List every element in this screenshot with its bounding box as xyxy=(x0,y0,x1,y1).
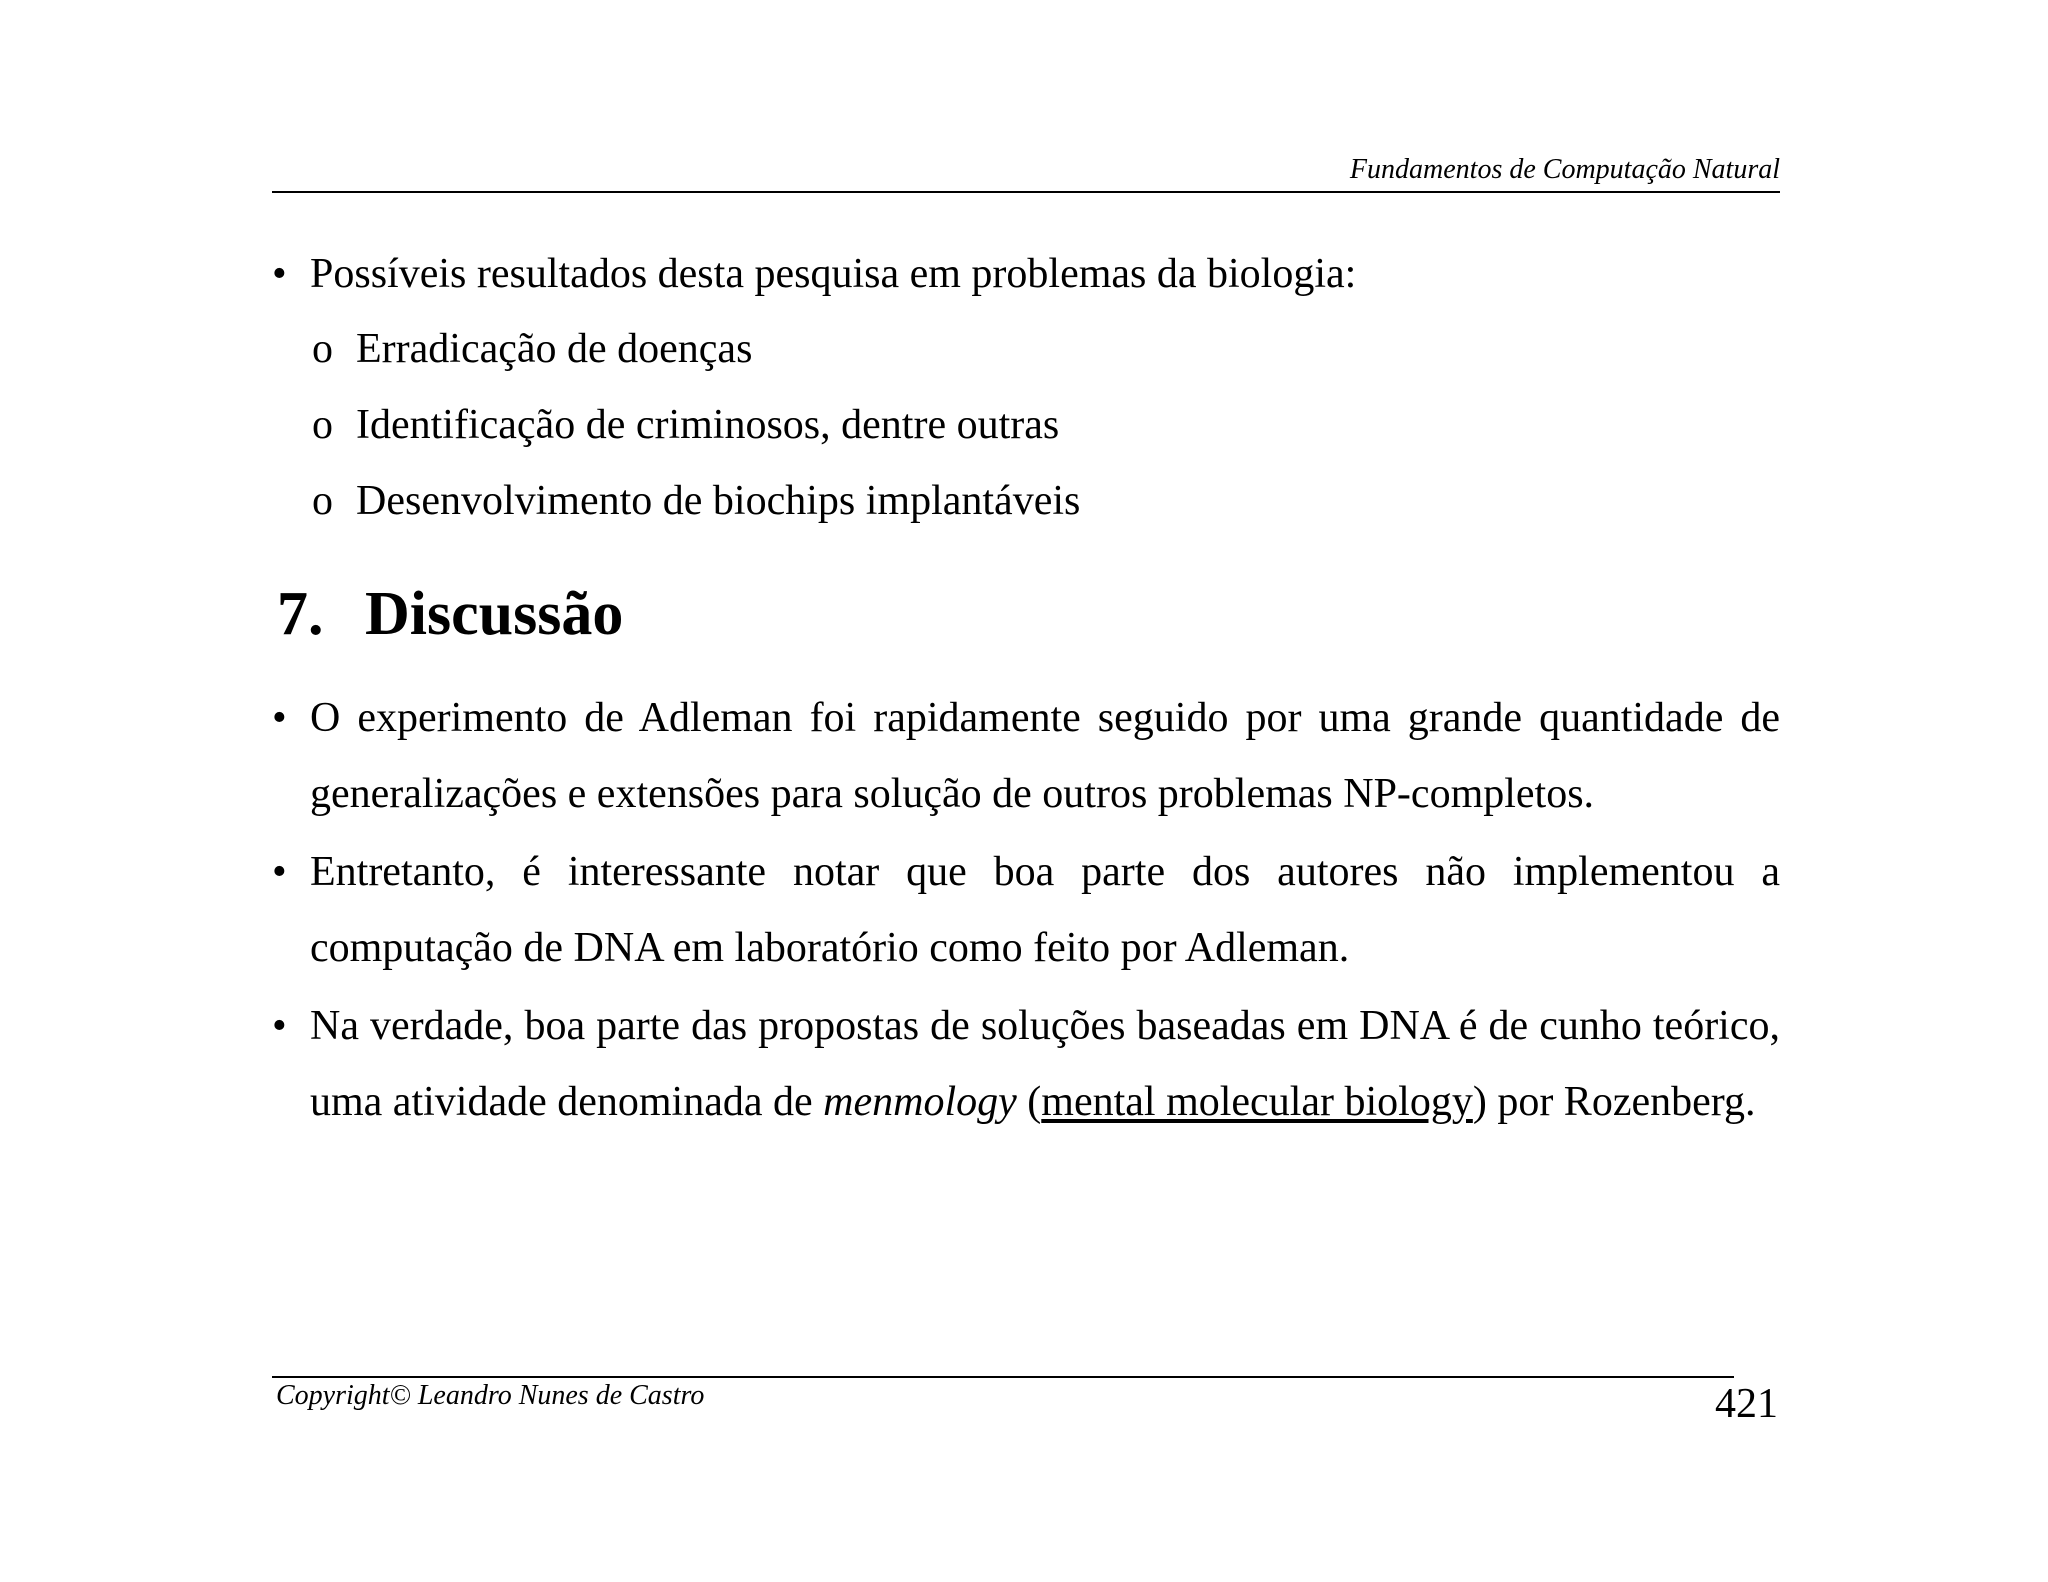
sub-item-text: Erradicação de doenças xyxy=(356,326,753,372)
sub-item-marker: o xyxy=(312,326,333,372)
bullet-text: Entretanto, é interessante notar que boa parte dos autores não implementou a computação de DNA em laboratório como feito por Adleman. xyxy=(310,849,1780,971)
copyright-notice: Copyright© Leandro Nunes de Castro xyxy=(276,1380,705,1411)
running-header: Fundamentos de Computação Natural xyxy=(1349,154,1780,185)
section-number: 7. xyxy=(277,580,324,648)
header-rule xyxy=(272,191,1780,193)
section-heading xyxy=(277,578,623,650)
section-title: Discussão xyxy=(365,580,624,648)
bullet-icon: • xyxy=(272,251,287,297)
bullet-text: O experimento de Adleman foi rapidamente seguido por uma grande quantidade de generalizações e extensões para solução de outros problemas NP-completos. xyxy=(310,695,1780,817)
sub-item-text: Desenvolvimento de biochips implantáveis xyxy=(356,478,1081,524)
intro-bullet-text: Possíveis resultados desta pesquisa em problemas da biologia: xyxy=(310,251,1357,297)
bullet-text-part: Na verdade, boa parte das propostas de soluções baseadas em DNA é de cunho teórico, uma atividade denominada de xyxy=(310,1003,1780,1125)
sub-item xyxy=(312,323,752,375)
bullet-icon: • xyxy=(272,849,287,895)
sub-item xyxy=(312,399,1059,451)
sub-item-marker: o xyxy=(312,402,333,448)
mental-molecular-biology-term: mental molecular biology xyxy=(1041,1079,1473,1125)
sub-item-marker: o xyxy=(312,478,333,524)
bullet-icon: • xyxy=(272,695,287,741)
discussion-bullet xyxy=(272,1000,1780,1182)
bullet-text xyxy=(310,988,1780,1140)
bullet-icon: • xyxy=(272,1003,287,1049)
sub-item xyxy=(312,475,1080,527)
paren-open: ( xyxy=(1016,1079,1042,1125)
menmology-term: menmology xyxy=(823,1079,1017,1125)
sub-item-text: Identificação de criminosos, dentre outras xyxy=(356,402,1060,448)
bullet-text-part: ) por Rozenberg. xyxy=(1472,1079,1756,1125)
page-number: 421 xyxy=(1715,1381,1778,1427)
